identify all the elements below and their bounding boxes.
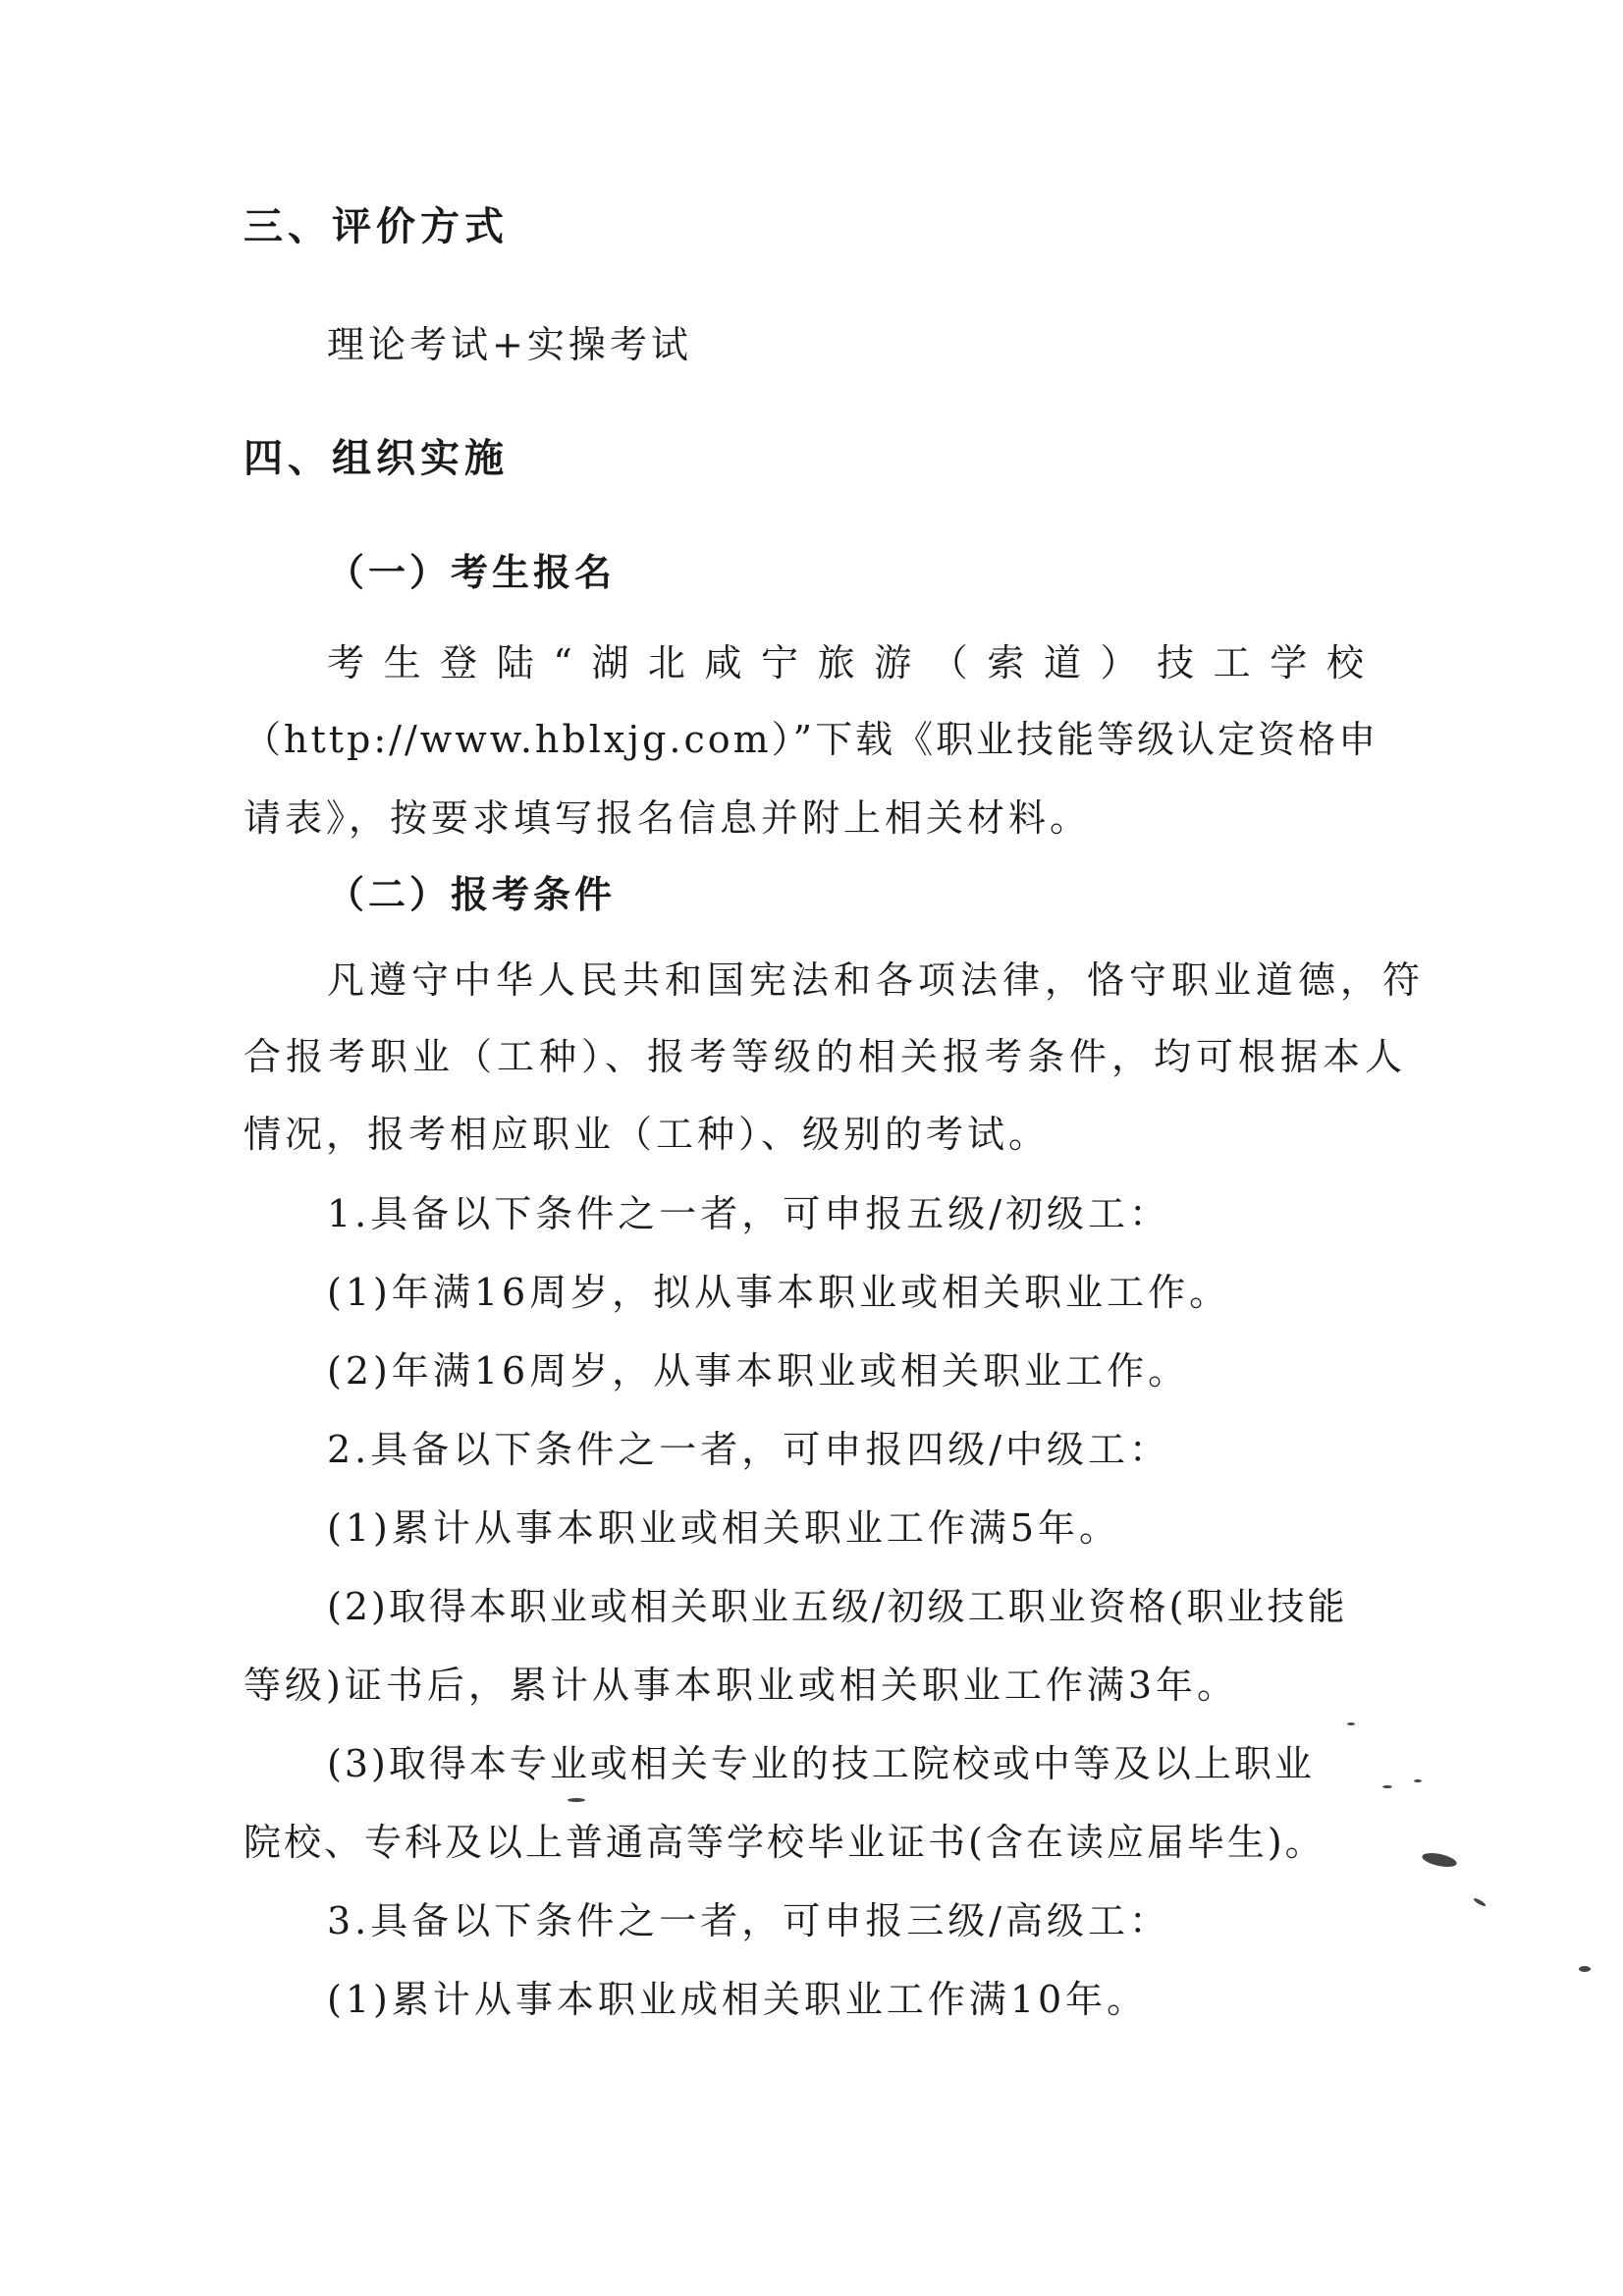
- justified-char: 咸: [704, 641, 746, 684]
- justified-char: 宁: [761, 641, 803, 684]
- justified-char: ）: [1100, 641, 1142, 684]
- justified-char: 道: [1043, 641, 1085, 684]
- condition-2-item-2-line-2: 等级)证书后，累计从事本职业或相关职业工作满3年。: [243, 1664, 1239, 1707]
- justified-char: 湖: [591, 641, 633, 684]
- condition-2-item-1: (1)累计从事本职业或相关职业工作满5年。: [327, 1506, 1121, 1550]
- justified-char: 旅: [817, 641, 859, 684]
- subsection-1-line-2: （http://www.hblxjg.com）”下载《职业技能等级认定资格申: [243, 718, 1380, 761]
- condition-2-title: 2.具备以下条件之一者，可申报四级/中级工：: [327, 1428, 1171, 1471]
- justified-char: “: [553, 641, 576, 684]
- scan-speck: [1347, 1722, 1355, 1725]
- subsection-2-line-1: 凡遵守中华人民共和国宪法和各项法律，恪守职业道德，符: [327, 958, 1426, 1002]
- condition-1-item-1: (1)年满16周岁，拟从事本职业或相关职业工作。: [327, 1271, 1231, 1314]
- section-3-body: 理论考试+实操考试: [327, 323, 692, 366]
- subsection-1-line-1: [327, 640, 1368, 685]
- scan-speck: [1414, 1779, 1422, 1782]
- scan-speck: [1382, 1785, 1392, 1788]
- justified-char: 登: [440, 641, 482, 684]
- scan-speck: [1473, 1897, 1487, 1907]
- justified-char: 校: [1325, 641, 1368, 684]
- subsection-1-title: （一）考生报名: [327, 551, 617, 594]
- justified-text: [327, 640, 1368, 685]
- condition-2-item-3-line-1: (3)取得本专业或相关专业的技工院校或中等及以上职业: [327, 1742, 1315, 1785]
- condition-3-title: 3.具备以下条件之一者，可申报三级/高级工：: [327, 1899, 1171, 1942]
- subsection-1-line-3: 请表》，按要求填写报名信息并附上相关材料。: [243, 796, 1092, 840]
- scan-speck: [568, 1798, 585, 1802]
- justified-char: 生: [383, 641, 425, 684]
- justified-char: 索: [987, 641, 1029, 684]
- condition-1-title: 1.具备以下条件之一者，可申报五级/初级工：: [327, 1192, 1171, 1235]
- condition-1-item-2: (2)年满16周岁，从事本职业或相关职业工作。: [327, 1349, 1190, 1393]
- justified-char: 技: [1157, 641, 1199, 684]
- condition-2-item-3-line-2: 院校、专科及以上普通高等学校毕业证书(含在读应届毕生)。: [243, 1821, 1325, 1864]
- justified-char: 北: [647, 641, 689, 684]
- scan-speck: [1579, 1966, 1591, 1972]
- subsection-2-line-3: 情况，报考相应职业（工种）、级别的考试。: [243, 1113, 1051, 1156]
- section-3-title: 三、评价方式: [243, 204, 509, 249]
- justified-char: （: [930, 641, 972, 684]
- justified-char: 游: [874, 641, 916, 684]
- scan-speck: [1421, 1850, 1458, 1869]
- subsection-2-title: （二）报考条件: [327, 873, 617, 916]
- justified-char: 学: [1270, 641, 1312, 684]
- justified-char: 陆: [496, 641, 538, 684]
- condition-3-item-1: (1)累计从事本职业成相关职业工作满10年。: [327, 1978, 1149, 2021]
- subsection-2-line-2: 合报考职业（工种）、报考等级的相关报考条件，均可根据本人: [243, 1035, 1408, 1078]
- justified-char: 工: [1213, 641, 1255, 684]
- section-4-title: 四、组织实施: [243, 436, 509, 481]
- justified-char: 考: [327, 641, 369, 684]
- condition-2-item-2-line-1: (2)取得本职业或相关职业五级/初级工职业资格(职业技能: [327, 1585, 1348, 1628]
